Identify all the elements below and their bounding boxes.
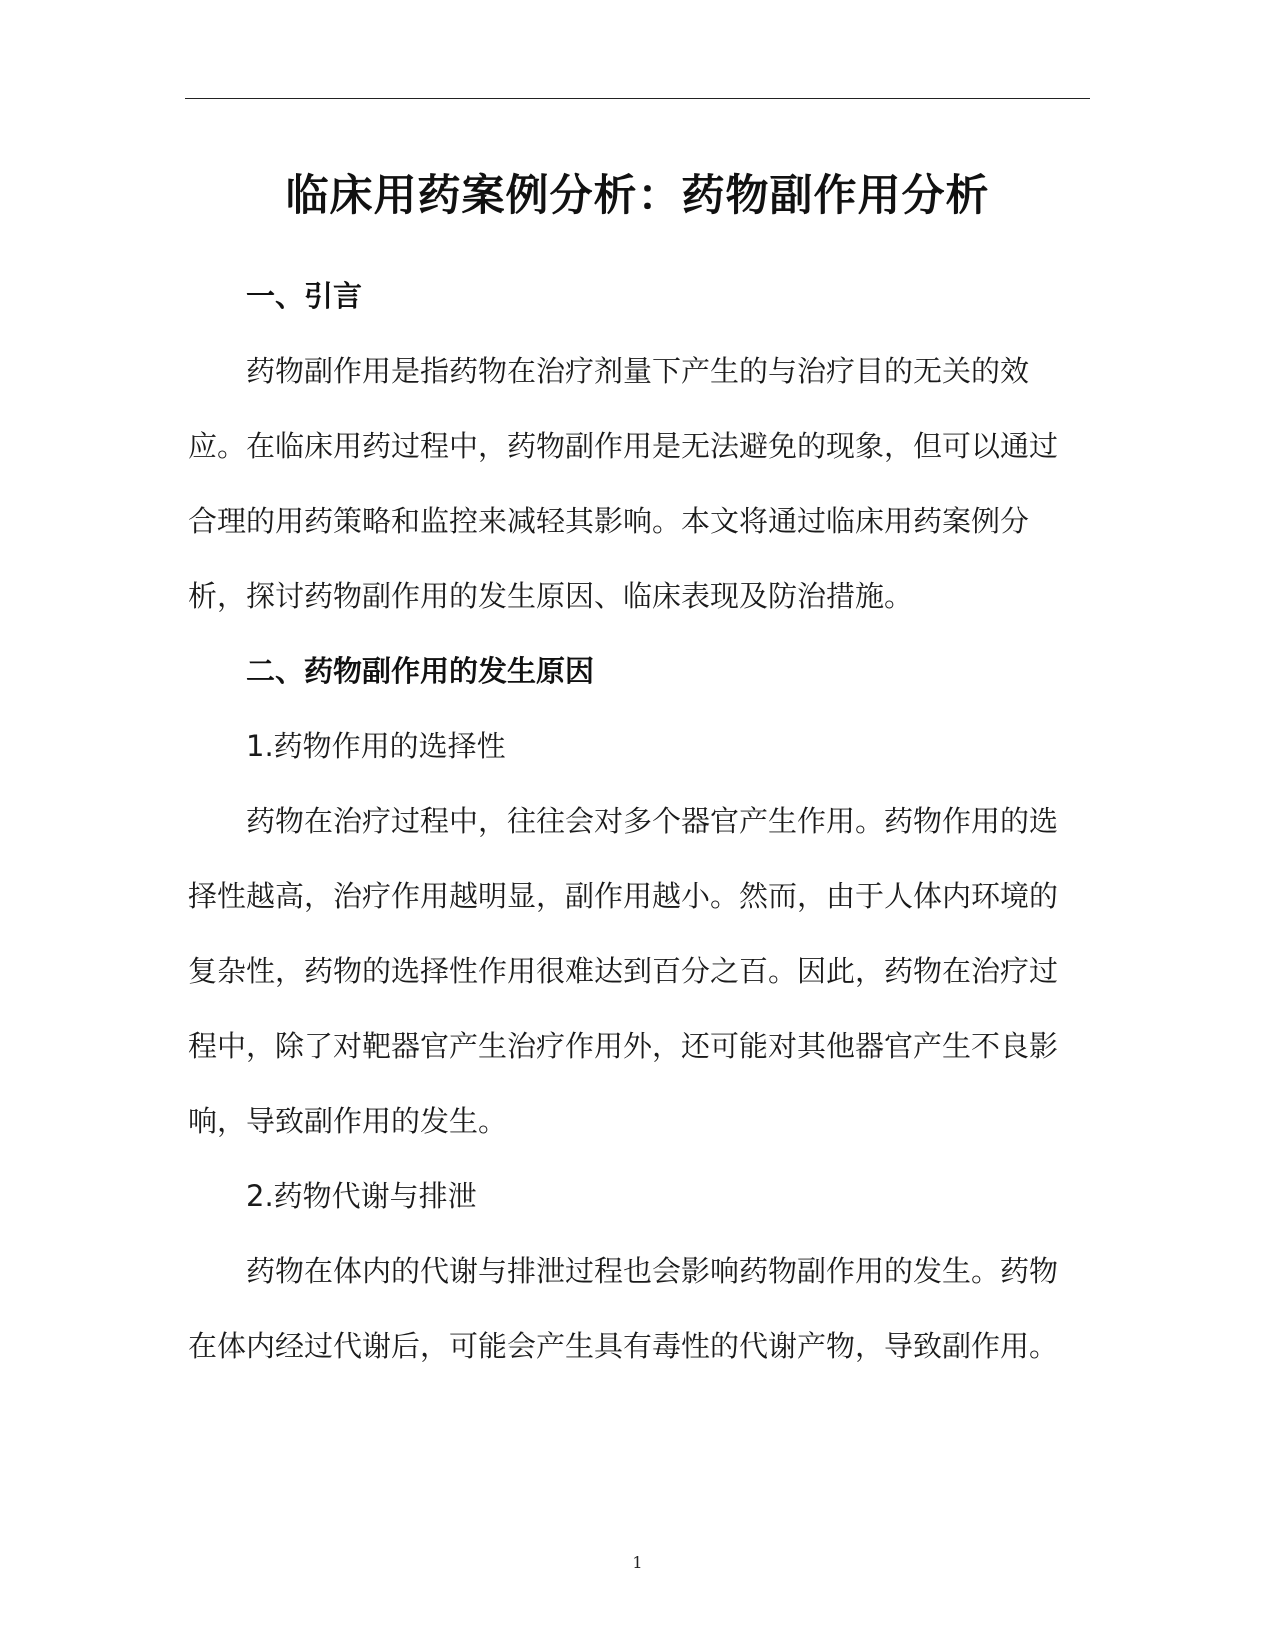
subsection-heading-selectivity: 1.药物作用的选择性: [246, 729, 506, 763]
paragraph-line: 药物在治疗过程中，往往会对多个器官产生作用。药物作用的选: [246, 804, 1059, 838]
paragraph-line: 响，导致副作用的发生。: [188, 1104, 508, 1138]
document-body: [188, 259, 1068, 1384]
paragraph-line: 程中，除了对靶器官产生治疗作用外，还可能对其他器官产生不良影: [188, 1029, 1059, 1063]
header-rule: [185, 98, 1090, 99]
paragraph-metabolism: [188, 1234, 1068, 1384]
paragraph-line: 合理的用药策略和监控来减轻其影响。本文将通过临床用药案例分: [188, 504, 1030, 538]
section-heading-causes: 二、药物副作用的发生原因: [246, 654, 595, 688]
paragraph-line: 在体内经过代谢后，可能会产生具有毒性的代谢产物，导致副作用。: [188, 1329, 1059, 1363]
paragraph-selectivity: [188, 784, 1068, 1159]
paragraph-line: 析，探讨药物副作用的发生原因、临床表现及防治措施。: [188, 579, 914, 613]
paragraph-line: 复杂性，药物的选择性作用很难达到百分之百。因此，药物在治疗过: [188, 954, 1059, 988]
page-number: 1: [632, 1553, 643, 1572]
section-heading-intro: 一、引言: [246, 279, 363, 313]
paragraph-line: 药物副作用是指药物在治疗剂量下产生的与治疗目的无关的效: [246, 354, 1030, 388]
paragraph-line: 药物在体内的代谢与排泄过程也会影响药物副作用的发生。药物: [246, 1254, 1059, 1288]
paragraph-intro: [188, 334, 1068, 634]
document-title: 临床用药案例分析：药物副作用分析: [285, 171, 990, 221]
subsection-heading-metabolism: 2.药物代谢与排泄: [246, 1179, 477, 1213]
paragraph-line: 应。在临床用药过程中，药物副作用是无法避免的现象，但可以通过: [188, 429, 1059, 463]
paragraph-line: 择性越高，治疗作用越明显，副作用越小。然而，由于人体内环境的: [188, 879, 1059, 913]
